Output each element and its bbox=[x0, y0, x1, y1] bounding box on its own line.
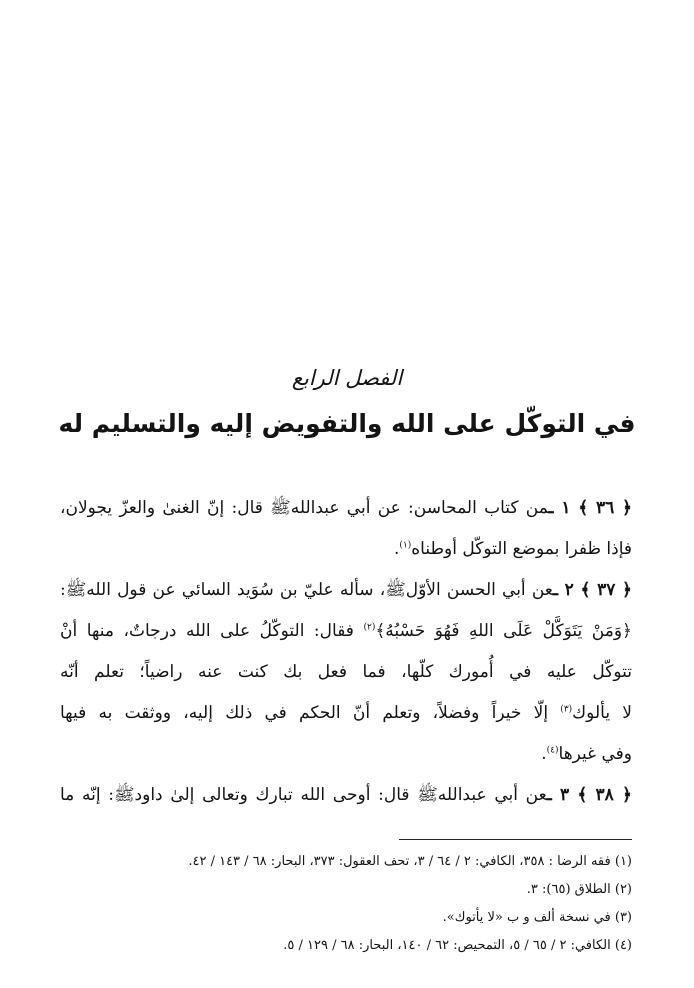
hadith-number: ﴿ ٣٦ ﴾ ١ ـ bbox=[548, 498, 632, 518]
hadith-text: عن أبي الحسن الأوّل bbox=[405, 580, 553, 600]
hadith-text: لا يألوك bbox=[572, 703, 632, 723]
honorific-mark: ﷺ bbox=[114, 785, 135, 805]
hadith-text: . bbox=[541, 744, 547, 764]
honorific-mark: ﷺ bbox=[385, 580, 406, 600]
hadith-text: فإذا ظفرا بموضع التوكّل أوطناه bbox=[411, 539, 632, 559]
hadith-text: قال: إنّ الغنىٰ والعزّ يجولان، bbox=[60, 498, 271, 518]
hadith-37-line-2 bbox=[60, 611, 632, 652]
hadith-37-line-1 bbox=[60, 570, 632, 611]
footnote-ref[interactable]: (٢) bbox=[363, 622, 376, 633]
footnote-3: (٣) في نسخة ألف و ب «لا يأتوك». bbox=[442, 910, 632, 925]
hadith-36-line-2 bbox=[60, 529, 632, 570]
hadith-text: فقال: التوكّلُ على الله درجاتٌ، منها أنْ bbox=[60, 621, 364, 641]
hadith-text: إلّا خيراً وفضلاً، وتعلم أنّ الحكم في ذلك إليه، ووثقت به فيها bbox=[60, 703, 561, 723]
hadith-text: قال: أوحى الله تبارك وتعالى إلىٰ داود bbox=[134, 785, 418, 805]
footnote-separator bbox=[399, 839, 632, 840]
quran-verse: ﴿وَمَنْ يَتَوَكَّلْ عَلَى اللهِ فَهُوَ حَسْبُهُ﴾ bbox=[375, 621, 632, 641]
hadith-37-line-4 bbox=[60, 693, 632, 734]
hadith-text: ، سأله عليّ بن سُوَيد السائي عن قول الله bbox=[86, 580, 386, 600]
hadith-37-line-3 bbox=[60, 652, 632, 693]
hadith-text: عن أبي عبدالله bbox=[437, 785, 547, 805]
hadith-text: وفي غيرها bbox=[558, 744, 632, 764]
footnote-ref[interactable]: (٤) bbox=[546, 745, 559, 756]
hadith-number: ﴿ ٣٨ ﴾ ٣ ـ bbox=[546, 785, 632, 805]
section-subtitle: الفصل الرابع bbox=[291, 366, 403, 390]
footnote-2: (٢) الطلاق (٦٥): ٣. bbox=[526, 882, 632, 897]
body-text bbox=[60, 488, 632, 816]
footnotes bbox=[60, 848, 632, 960]
hadith-37-line-5 bbox=[60, 734, 632, 775]
chapter-title: في التوكّل على الله والتفويض إليه والتسليم له bbox=[58, 409, 636, 438]
hadith-text: . bbox=[393, 539, 400, 559]
footnote-1: (١) فقه الرضا : ٣٥٨، الكافي: ٢ / ٦٤ / ٣، تحف العقول: ٣٧٣، البحار: ٦٨ / ١٤٣ / ٤٢. bbox=[188, 854, 632, 869]
hadith-number: ﴿ ٣٧ ﴾ ٢ ـ bbox=[552, 580, 632, 600]
hadith-text: من كتاب المحاسن: عن أبي عبدالله bbox=[290, 498, 549, 518]
footnote-4: (٤) الكافي: ٢ / ٦٥ / ٥، التمحيص: ٦٢ / ١٤٠، البحار: ٦٨ / ١٢٩ / ٥. bbox=[283, 938, 632, 953]
hadith-text: تتوكّل عليه في أُمورك كلّها، فما فعل بك كنت عنه راضياً؛ تعلم أنّه bbox=[60, 662, 632, 682]
hadith-36-line-1 bbox=[60, 488, 632, 529]
honorific-mark: ﷺ bbox=[417, 785, 438, 805]
footnote-ref[interactable]: (٣) bbox=[560, 704, 573, 715]
honorific-mark: ﷺ bbox=[65, 580, 87, 600]
honorific-mark: ﷺ bbox=[270, 498, 291, 518]
hadith-38-line-1 bbox=[60, 775, 632, 816]
hadith-text: : bbox=[60, 580, 66, 600]
footnote-ref[interactable]: (١) bbox=[399, 540, 412, 551]
hadith-text: : إنّه ما bbox=[60, 785, 114, 805]
